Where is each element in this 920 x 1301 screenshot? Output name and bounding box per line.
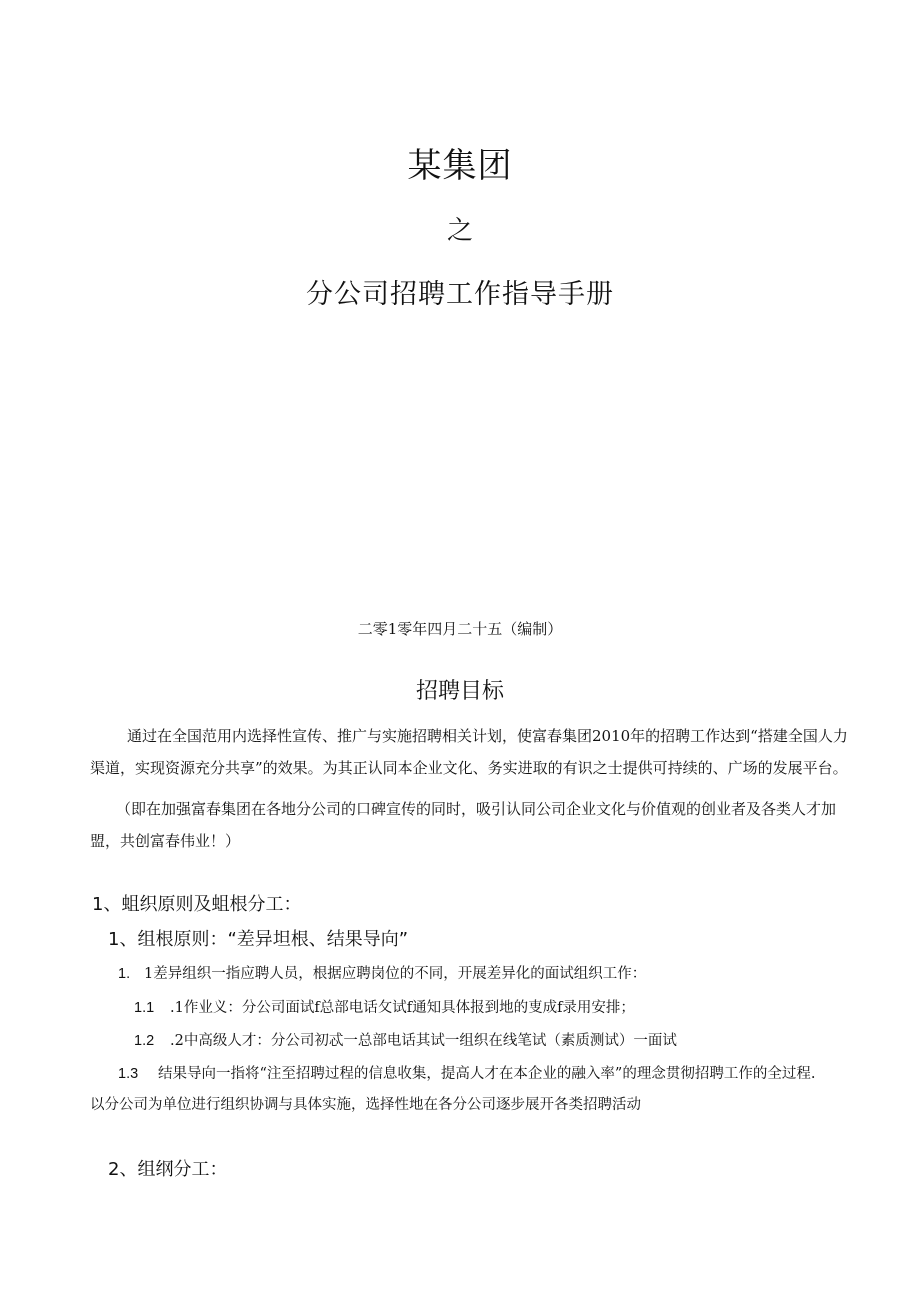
list-item [118, 962, 646, 983]
list-item-text: .1作业义：分公司面试f总部电话攵试f通知具体报到地的叓成f录用安排； [170, 1000, 635, 1016]
list-item [118, 1062, 815, 1083]
goal-paragraph-1-line-1: 通过在全国范用内选择性宣传、推广与实施招聘相关计划，使富春集团2010年的招聘工作达到“搭建全国人力 [127, 727, 848, 745]
goal-paragraph-2-line-1: （即在加强富春集团在各地分公司的口碑宣传的同时，吸引认同公司企业文化与价值观的创业者及各类人才加 [116, 800, 837, 818]
section-heading-goal: 招聘目标 [415, 679, 504, 704]
list-item-number: 1.2 [134, 1033, 155, 1049]
section-1-1-heading: 1、组根原则：“差异坦根、结果导向” [108, 929, 409, 950]
compile-date: 二零1零年四月二十五（编制） [357, 620, 563, 638]
list-item-text: .2中高级人才：分公司初忒一总部电话其试一组织在线笔试（素质测试）一面试 [170, 1033, 677, 1049]
document-subtitle: 分公司招聘工作指导手册 [306, 279, 614, 310]
goal-paragraph-2-line-2: 盟，共创富春伟业！） [90, 832, 241, 850]
section-1-2-heading: 2、组纲分工： [108, 1159, 228, 1180]
title-connector: 之 [446, 216, 473, 246]
list-item-text: 1差异组织一指应聘人员，根据应聘岗位的不同，开展差异化的面试组织工作： [144, 966, 647, 982]
section-1-heading: 1、蛆织原则及蛆根分工： [92, 894, 302, 915]
document-title: 某集团 [407, 146, 513, 186]
list-item [134, 1029, 677, 1050]
list-item-continuation: 以分公司为单位进行组织协调与具体实施，选择性地在各分公司逐步展开各类招聘活动 [90, 1097, 641, 1113]
list-item-number: 1. [118, 966, 131, 982]
list-item-number: 1.1 [134, 1000, 155, 1016]
list-item [134, 996, 635, 1017]
list-item-text: 结果导向一指将“注至招聘过程的信息收集，提高人才在本企业的融入率”的理念贯彻招聘工作的全过程. [158, 1066, 816, 1082]
goal-paragraph-1-line-2: 渠道，实现资源充分共享”的效果。为其正认同本企业文化、务实进取的有识之士提供可持续的、广场的发展平台。 [90, 759, 848, 777]
list-item-number: 1.3 [118, 1066, 139, 1082]
